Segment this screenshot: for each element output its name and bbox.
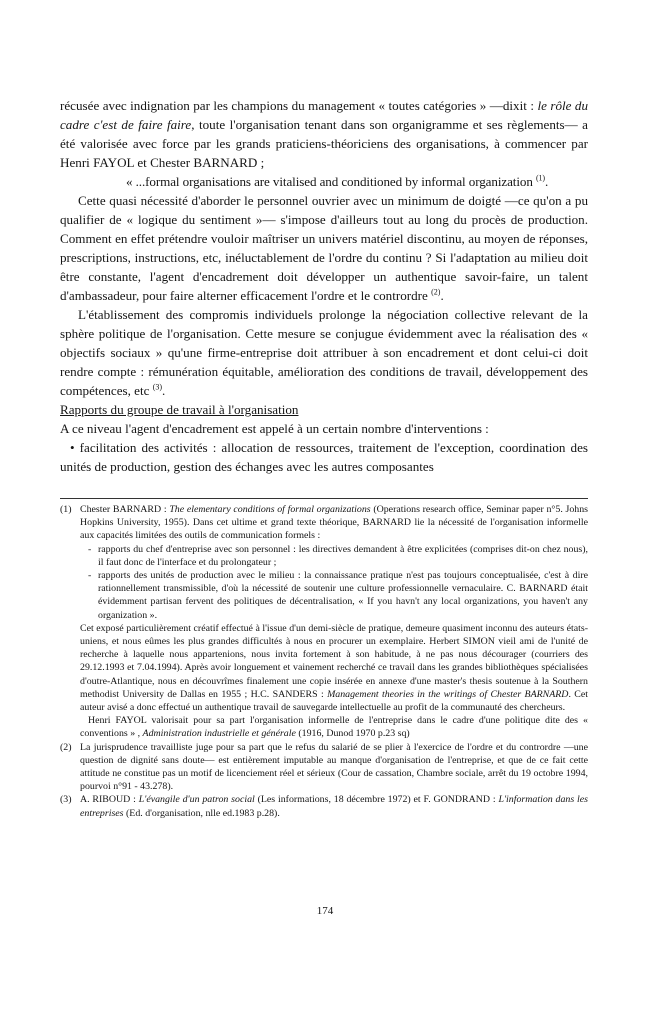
footnote-body: Chester BARNARD : The elementary conditions of formal organizations (Operations research office, Seminar paper n°5. Johns Hopkins University, 1955). Dans cet ultime et grand texte théorique, BARNARD lie la nécessité de l'organisation informelle aux capacités limitées des outils de communication formels : xyxy=(80,504,588,542)
footnote-1-paragraph: Cet exposé particulièrement créatif effectué à l'issue d'un demi-siècle de pratique, demeure quasiment inconnu des auteurs états-uniens, et nous eûmes les plus grandes difficultés à nous en procurer un exemplaire. Herbert SIMON vieil ami de l'unité de recherche à laquelle nous appartenions, nous invita fortement à son habitude, à ne pas nous décourager (courriers des 29.12.1993 et 7.04.1994). Après avoir longuement et vainement recherché ce travail dans les grandes bibliothèques spécialisées d'outre-Atlantique, nous en découvrîmes finalement une copie insérée en annexe d'une master's thesis soutenue à la Southern methodist University de Dallas en 1955 ; H.C. SANDERS : Management theories in the writings of Chester BARNARD. Cet auteur avisé a donc effectué un authentique travail de sauvegarde intellectuelle au profit de la communauté des chercheurs. xyxy=(80,622,588,714)
section-heading: Rapports du groupe de travail à l'organisation xyxy=(60,402,299,417)
paragraph-text: Cette quasi nécessité d'aborder le personnel ouvrier avec un minimum de doigté —ce qu'on a pu qualifier de « logique du sentiment »— s'impose d'ailleurs tout au long du procès de production. Comment en effet prétendre vouloir maîtriser un univers matériel discontinu, au moyen de réponses, prescriptions, instructions, etc, inéluctablement de l'ordre du continu ? Si l'adaptation au milieu doit être constante, l'agent d'encadrement doit développer un authentique savoir-faire, un talent d'ambassadeur, pour faire alterner efficacement l'ordre et le contrordre xyxy=(60,193,588,303)
footnote-number: (3) xyxy=(60,794,72,806)
paragraph-compromis: L'établissement des compromis individuels prolonge la négociation collective relevant de la sphère politique de l'organisation. Cette mesure se conjugue évidemment avec la réalisation des « objectifs sociaux » qu'une firme-entreprise doit attribuer à son encadrement et dont celui-ci doit rendre compte : rémunération équitable, amélioration des conditions de travail, développement des compétences, etc $^{(3)}$. xyxy=(60,307,588,398)
footnote-number: (2) xyxy=(60,741,72,753)
block-quote: « ...formal organisations are vitalised and conditioned by informal organization $^{(1)}$. xyxy=(126,173,549,189)
footnote-divider xyxy=(60,498,588,499)
footnote-body: La jurisprudence travailliste juge pour sa part que le refus du salarié de se plier à l'exercice de l'ordre et du contrordre —une question de dignité sans doute— est entièrement imputable au manque d'organisation de l'entreprise, et que de ce fait cette attitude ne constitue pas un motif de licenciement réel et sérieux (Cour de cassation, Chambre sociale, arrêt du 19 octobre 1994, pourvoi n°91 - 43.278). xyxy=(80,741,588,793)
cited-title: L'évangile d'un patron social xyxy=(138,794,255,806)
paragraph-continuation xyxy=(60,96,588,172)
paragraph-interventions: A ce niveau l'agent d'encadrement est appelé à un certain nombre d'interventions : xyxy=(60,421,489,436)
cited-title: Management theories in the writings of Chester BARNARD xyxy=(327,688,569,700)
paragraph-savoir-faire: Cette quasi nécessité d'aborder le personnel ouvrier avec un minimum de doigté —ce qu'on a pu qualifier de « logique du sentiment »— s'impose d'ailleurs tout au long du procès de production. Comment en effet prétendre vouloir maîtriser un univers matériel discontinu, au moyen de réponses, prescriptions, instructions, etc, inéluctablement de l'ordre du continu ? Si l'adaptation au milieu doit être constante, l'agent d'encadrement doit développer un authentique savoir-faire, un talent d'ambassadeur, pour faire alterner efficacement l'ordre et le contrordre $^{(2)}$. xyxy=(60,193,588,303)
italic-quote: le rôle du cadre c'est de faire faire xyxy=(60,98,588,132)
text-run: , toute l'organisation tenant dans son organigramme et ses règlements— a été valorisée avec force par les grands praticiens-théoriciens des organisations, à commencer par Henri FAYOL et Chester BARNARD ; xyxy=(60,117,588,170)
page-content xyxy=(60,96,588,820)
dash-marker: - xyxy=(88,543,92,555)
footnote-ref-1[interactable]: (1) xyxy=(535,173,545,183)
footnote-1-paragraph: Henri FAYOL valorisait pour sa part l'organisation informelle de l'entreprise dans le cadre d'une politique dite des « conventions » , Administration industrielle et générale (1916, Dunod 1970 p.23 sq) xyxy=(80,715,588,740)
dash-marker: - xyxy=(88,570,92,582)
footnote-number: (1) xyxy=(60,504,72,515)
cited-title: Administration industrielle et générale xyxy=(142,728,296,740)
page-number: 174 xyxy=(316,905,334,917)
cited-title: L'information dans les entreprises xyxy=(80,794,588,819)
footnote-body: A. RIBOUD : L'évangile d'un patron social (Les informations, 18 décembre 1972) et F. GONDRAND : L'information dans les entreprises (Ed. d'organisation, nlle ed.1983 p.28). xyxy=(80,794,588,819)
cited-title: The elementary conditions of formal organizations xyxy=(169,504,371,515)
footnotes xyxy=(60,503,588,820)
footnote-2 xyxy=(60,741,588,794)
bullet-item: • facilitation des activités : allocation de ressources, traitement de l'exception, coordination des unités de production, gestion des échanges avec les autres composantes xyxy=(60,440,588,474)
main-text xyxy=(60,96,588,476)
footnote-1-subitem: - rapports des unités de production avec le milieu : la connaissance pratique n'est pas toujours conceptualisée, c'est à dire rationnellement transmissible, d'où la nécessité de soutenir une culture professionnelle vernaculaire. C. BARNARD était évidemment partisan fervent des politiques de décentralisation, « If you havn't any local organizations, you haven't any organization ». xyxy=(88,570,588,621)
footnote-1-subitem: - rapports du chef d'entreprise avec son personnel : les directives demandent à être explicitées (comprises dit-on chez nous), il faut donc de l'interface et du prolongateur ; xyxy=(88,543,588,568)
footnote-1 xyxy=(60,503,588,543)
text-run: récusée avec indignation par les champions du management « toutes catégories » —dixit : xyxy=(60,98,538,113)
footnote-ref-2[interactable]: (2) xyxy=(431,287,441,297)
quote-text: « ...formal organisations are vitalised and conditioned by informal organization xyxy=(126,174,533,189)
footnote-ref-3[interactable]: (3) xyxy=(152,382,163,392)
paragraph-text: L'établissement des compromis individuels prolonge la négociation collective relevant de la sphère politique de l'organisation. Cette mesure se conjugue évidemment avec la réalisation des « objectifs sociaux » qu'une firme-entreprise doit attribuer à son encadrement et dont celui-ci doit rendre compte : rémunération équitable, amélioration des conditions de travail, développement des compétences, etc xyxy=(60,307,588,398)
footnote-3 xyxy=(60,793,588,819)
